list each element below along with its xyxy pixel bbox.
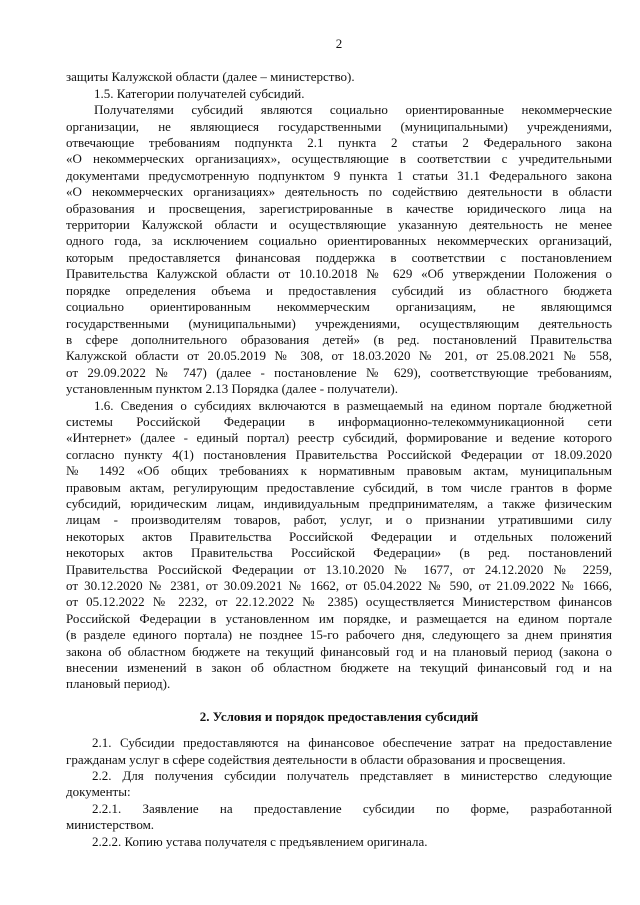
text-line: государственными (муниципальными) учреждениями, осуществляющим деятельность <box>66 315 612 331</box>
text-line: образования и просвещения, зарегистрированные в качестве юридического лица на <box>66 200 612 216</box>
text-line: в сфере дополнительного образования детей» (в ред. постановлений Правительства <box>66 331 612 347</box>
paragraph-1-5 <box>66 102 612 397</box>
paragraph-2-2 <box>66 768 612 801</box>
text-line: правовым актам, регулирующим предоставление субсидий, в том числе грантов в форме <box>66 479 612 495</box>
text-line: отвечающие требованиям подпункта 2.1 пункта 2 статьи 2 Федерального закона <box>66 135 612 151</box>
text-line: 1.6. Сведения о субсидиях включаются в размещаемый на едином портале бюджетной <box>94 397 612 413</box>
paragraph-1-6 <box>66 398 612 693</box>
text-line: министерством. <box>66 817 155 833</box>
paragraph-2-1 <box>66 735 612 768</box>
text-line: плановый период). <box>66 676 171 692</box>
text-line: одного года, за исключением социально ориентированных некоммерческих организаций, <box>66 233 612 249</box>
text-line: от 30.12.2020 № 2381, от 30.09.2021 № 1662, от 05.04.2022 № 590, от 21.09.2022 № 1666, <box>66 578 612 593</box>
text-line: «О некоммерческих организациях» деятельность по содействию деятельности в области <box>66 184 612 200</box>
paragraph-2-2-1 <box>66 801 612 834</box>
text-line: от 05.12.2022 № 2232, от 22.12.2022 № 2385) осуществляется Министерством финансов <box>66 594 612 610</box>
text-line: некоторых актов Правительства Российской Федерации и отдельных положений <box>66 528 612 544</box>
text-line: документы: <box>66 784 131 800</box>
text-line: от 29.09.2022 № 747) (далее - постановление № 629), соответствующие требованиям, <box>66 364 612 380</box>
text-line: (в разделе единого портала) не позднее 15-го рабочего дня, следующего за днем принятия <box>66 627 612 643</box>
text-line: порядке определения объема и предоставления субсидий из областного бюджета <box>66 282 612 298</box>
intro-line: защиты Калужской области (далее – министерство). <box>66 69 355 85</box>
text-line: Правительства Калужской области от 10.10.2018 № 629 «Об утверждении Положения о <box>66 266 612 282</box>
text-line: системы Российской Федерации в информационно-телекоммуникационной сети <box>66 413 612 429</box>
section-1-5-title: 1.5. Категории получателей субсидий. <box>94 85 305 101</box>
paragraph-2-2-2: 2.2.2. Копию устава получателя с предъявлением оригинала. <box>92 833 428 849</box>
text-line: Калужской области от 20.05.2019 № 308, от 18.03.2020 № 201, от 25.08.2021 № 558, <box>66 348 612 364</box>
text-line: Российской Федерации в установленном им порядке, и размещается на едином портале <box>66 610 612 626</box>
text-line: внесении изменений в закон об областном бюджете на текущий финансовый год и на <box>66 660 612 676</box>
text-line: социально ориентированным некоммерческим организациям, не являющимся <box>66 299 612 315</box>
text-line: территории Калужской области и осуществляющие указанную деятельность не менее <box>66 217 612 233</box>
text-line: закона об областном бюджете на текущий финансовый год и на плановый период (закона о <box>66 643 612 659</box>
text-line: организации, не являющиеся государственными (муниципальными) учреждениями, <box>66 118 612 134</box>
text-line: № 1492 «Об общих требованиях к нормативным правовым актам, муниципальным <box>66 463 612 479</box>
page-number: 2 <box>335 36 343 51</box>
text-line: субсидий, юридическим лицам, индивидуальным предпринимателям, а также физическим <box>66 495 612 511</box>
text-line: согласно пункту 4(1) постановления Правительства Российской Федерации от 18.09.2020 <box>66 446 612 462</box>
text-line: 2.2. Для получения субсидии получатель представляет в министерство следующие <box>92 768 612 784</box>
text-line: «Интернет» (далее - единый портал) реестр субсидий, формирование и ведение которого <box>66 430 612 446</box>
text-line: которым предоставляется финансовая поддержка в соответствии с постановлением <box>66 249 612 265</box>
section-2-heading: 2. Условия и порядок предоставления субсидий <box>199 708 479 724</box>
text-line: документами предусмотренную подпунктом 9 пункта 1 статьи 31.1 Федерального закона <box>66 167 612 183</box>
text-line: «О некоммерческих организациях», осуществляющие в соответствии с учредительными <box>66 151 612 167</box>
text-line: 2.2.1. Заявление на предоставление субсидии по форме, разработанной <box>92 800 612 816</box>
text-line: 2.1. Субсидии предоставляются на финансовое обеспечение затрат на предоставление <box>92 735 612 751</box>
text-line: лицам - производителям товаров, работ, услуг, и о признании утратившими силу <box>66 512 612 528</box>
text-line: Правительства Российской Федерации от 13.10.2020 № 1677, от 24.12.2020 № 2259, <box>66 561 612 577</box>
text-line: установленным пунктом 2.13 Порядка (далее - получатели). <box>66 381 399 397</box>
text-line: гражданам услуг в сфере содействия деятельности в области образования и просвещения. <box>66 751 566 767</box>
text-line: Получателями субсидий являются социально ориентированные некоммерческие <box>94 102 612 118</box>
text-line: некоторых актов Правительства Российской Федерации» (в ред. постановлений <box>66 545 612 561</box>
